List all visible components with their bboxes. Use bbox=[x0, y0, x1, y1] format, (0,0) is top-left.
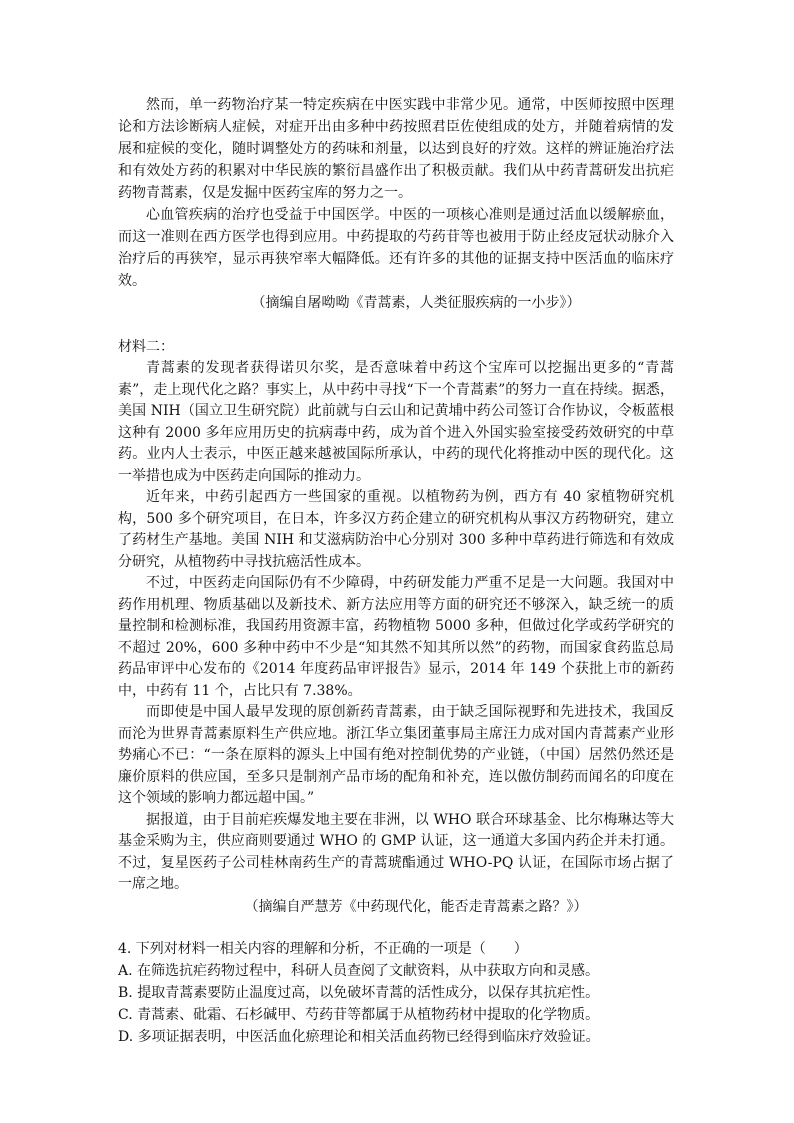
material-two-paragraph-5: 据报道，由于目前疟疾爆发地主要在非洲，以 WHO 联合环球基金、比尔梅琳达等大基金采购为主，供应商则要通过 WHO 的 GMP 认证，这一通道大多国内药企并未打通。不过，复星医药子公司桂林南药生产的青蒿琥酯通过 WHO-PQ 认证，在国际市场占据了一席之地。 bbox=[118, 811, 674, 892]
material-one-paragraph-1: 然而，单一药物治疗某一特定疾病在中医实践中非常少见。通常，中医师按照中医理论和方法诊断病人症候，对症开出由多种中药按照君臣佐使组成的处方，并随着病情的发展和症候的变化，随时调整处方的药味和剂量，以达到良好的疗效。这样的辨证施治疗法和有效处方药的积累对中华民族的繁衍昌盛作出了积极贡献。我们从中药青蒿研发出抗疟药物青蒿素，仅是发掘中医药宝库的努力之一。 bbox=[118, 97, 674, 201]
option-d[interactable]: D. 多项证据表明，中医活血化瘀理论和相关活血药物已经得到临床疗效验证。 bbox=[118, 1028, 600, 1045]
material-two-paragraph-2: 近年来，中药引起西方一些国家的重视。以植物药为例，西方有 40 家植物研究机构，500 多个研究项目，在日本，许多汉方药企建立的研究机构从事汉方药物研究，建立了药材生产基地。美国 NIH 和艾滋病防治中心分别对 300 多种中草药进行筛选和有效成分研究，从植物药中寻找抗癌活性成本。 bbox=[118, 489, 674, 570]
material-one bbox=[118, 94, 674, 314]
question-4 bbox=[118, 938, 674, 1048]
option-c[interactable]: C. 青蒿素、砒霜、石杉碱甲、芍药苷等都属于从植物药材中提取的化学物质。 bbox=[118, 1006, 600, 1023]
material-two-source: （摘编自严慧芳《中药现代化，能否走青蒿素之路？》） bbox=[244, 898, 588, 915]
section-spacer bbox=[118, 314, 674, 336]
option-a[interactable]: A. 在筛选抗疟药物过程中，科研人员查阅了文献资料，从中获取方向和灵感。 bbox=[118, 962, 600, 979]
material-one-source: （摘编自屠呦呦《青蒿素，人类征服疾病的一小步》） bbox=[251, 295, 581, 311]
material-two-paragraph-3: 不过，中医药走向国际仍有不少障碍，中药研发能力严重不足是一大问题。我国对中药作用机理、物质基础以及新技术、新方法应用等方面的研究还不够深入，缺乏统一的质量控制和检测标准，我国药用资源丰富，药物植物 5000 多种，但做过化学或药学研究的不超过 20%，600 多种中药中不少是“知其然不知其所以然”的药物，而国家食药监总局药品审评中心发布的《2014 年度药品审评报告》显示，2014 年 149 个获批上市的新药中，中药有 11 个，占比只有 7.38%。 bbox=[118, 575, 674, 699]
document-page bbox=[118, 94, 674, 1048]
option-b[interactable]: B. 提取青蒿素要防止温度过高，以免破坏青蒿的活性成分，以保存其抗疟性。 bbox=[118, 984, 600, 1001]
material-two-paragraph-1: 青蒿素的发现者获得诺贝尔奖，是否意味着中药这个宝库可以挖掘出更多的“青蒿素”，走上现代化之路？事实上，从中药中寻找“下一个青蒿素”的努力一直在持续。据悉，美国 NIH（国立卫生研究院）此前就与白云山和记黄埔中药公司签订合作协议，令板蓝根这种有 2000 多年应用历史的抗病毒中药，成为首个进入外国实验室接受药效研究的中草药。业内人士表示，中医正越来越被国际所承认，中药的现代化将推动中医的现代化。这一举措也成为中医药走向国际的推动力。 bbox=[118, 360, 674, 484]
material-two-heading: 材料二： bbox=[118, 339, 174, 355]
material-one-paragraph-2: 心血管疾病的治疗也受益于中国医学。中医的一项核心准则是通过活血以缓解瘀血，而这一准则在西方医学也得到应用。中药提取的芍药苷等也被用于防止经皮冠状动脉介入治疗后的再狭窄，显示再狭窄率大幅降低。还有许多的其他的证据支持中医活血的临床疗效。 bbox=[118, 207, 674, 289]
material-two-paragraph-4: 而即使是中国人最早发现的原创新药青蒿素，由于缺乏国际视野和先进技术，我国反而沦为世界青蒿素原料生产供应地。浙江华立集团董事局主席汪力成对国内青蒿素产业形势痛心不已：“一条在原料的源头上中国有绝对控制优势的产业链，（中国）居然仍然还是廉价原料的供应国，至多只是制剂产品市场的配角和补充，连以傲仿制药而闻名的印度在这个领域的影响力都远超中国。” bbox=[118, 704, 674, 806]
material-two bbox=[118, 336, 674, 918]
question-stem: 4. 下列对材料一相关内容的理解和分析，不正确的一项是（ ） bbox=[118, 940, 528, 957]
section-spacer bbox=[118, 918, 674, 938]
